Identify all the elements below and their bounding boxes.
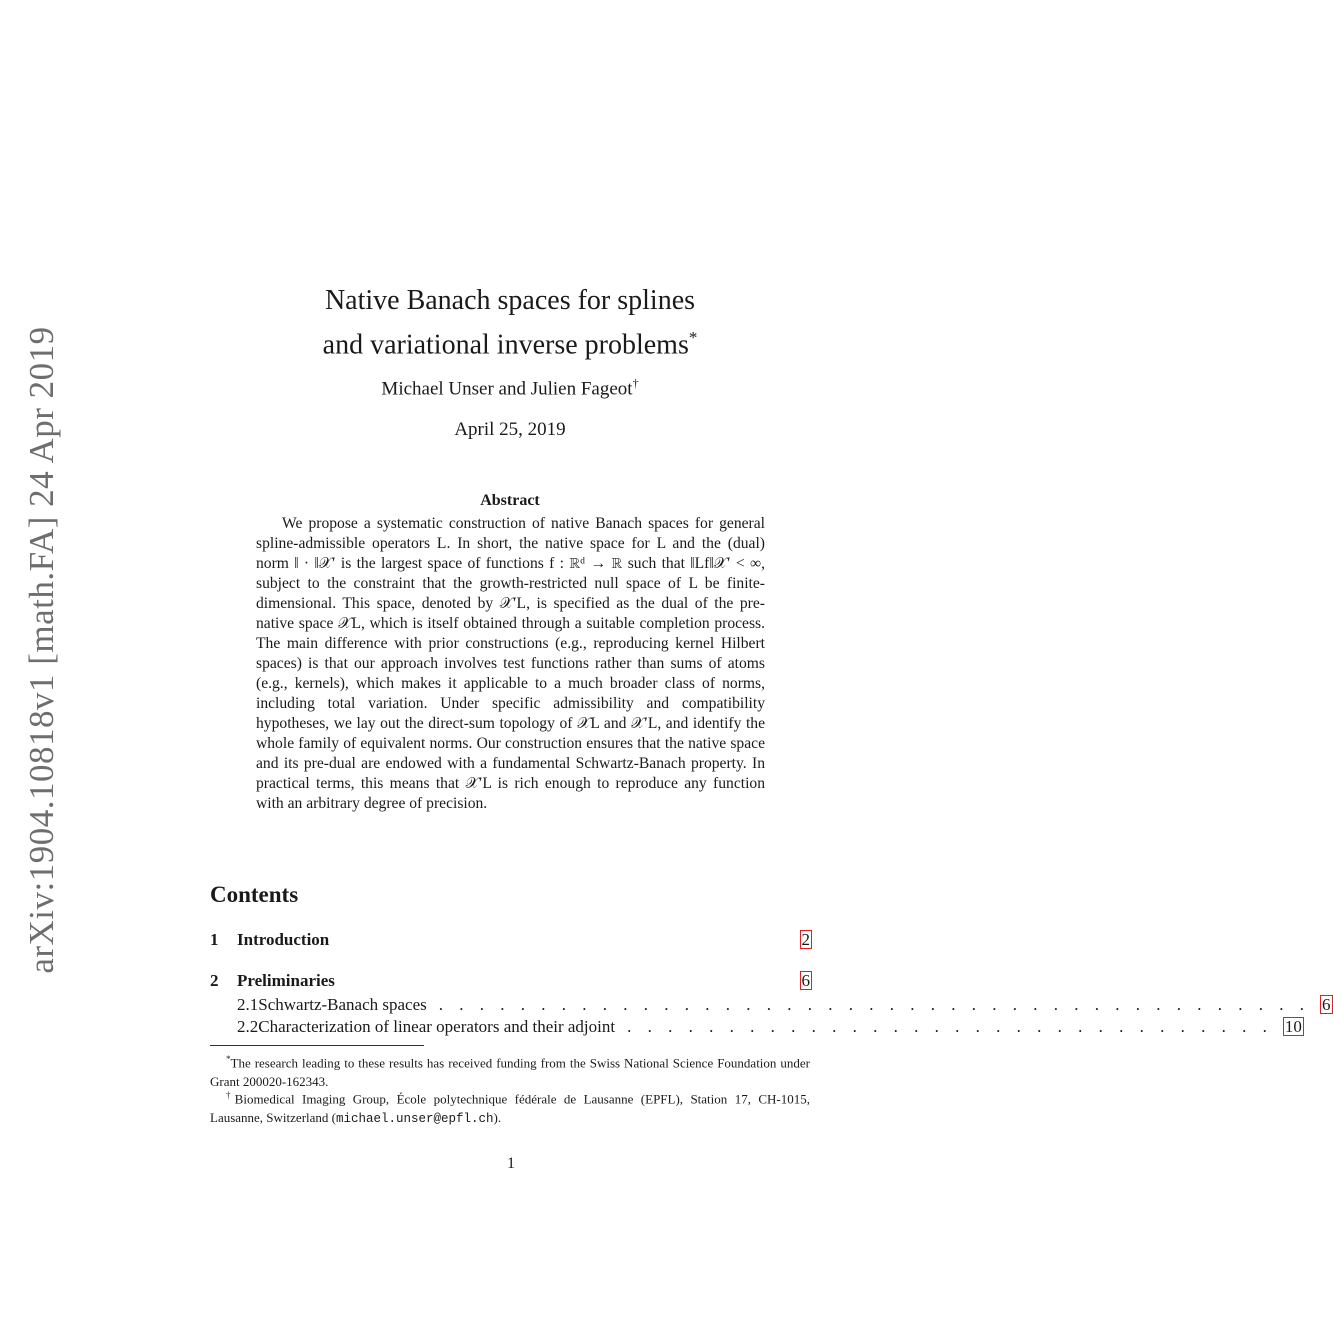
title-line-2-text: and variational inverse problems bbox=[322, 329, 689, 361]
title-footnote-mark: * bbox=[688, 328, 698, 347]
title-line-1: Native Banach spaces for splines bbox=[324, 285, 696, 316]
footnote-affiliation bbox=[210, 1086, 810, 1129]
author-footnote-mark: † bbox=[632, 376, 639, 390]
arxiv-identifier-stamp: arXiv:1904.10818v1 [math.FA] 24 Apr 2019 bbox=[22, 326, 61, 974]
toc-leader-dots: . . . . . . . . . . . . . . . . . . . . . . . . . . . . . . . . bbox=[627, 1017, 1273, 1036]
footnote-mark: * bbox=[226, 1054, 231, 1064]
footnote-rule bbox=[210, 1045, 424, 1046]
footnote-text-end: ). bbox=[493, 1110, 502, 1126]
toc-page-link[interactable]: 2 bbox=[801, 930, 810, 949]
toc-page-link[interactable]: 10 bbox=[1284, 1017, 1302, 1036]
toc-entry-preliminaries[interactable] bbox=[210, 971, 812, 991]
toc-title: Characterization of linear operators and their adjoint bbox=[258, 1017, 616, 1036]
toc-entry-introduction[interactable] bbox=[210, 930, 812, 950]
title-line-2 bbox=[210, 319, 810, 363]
footnote-text: Biomedical Imaging Group, École polytechnique fédérale de Lausanne (EPFL), Station 17, CH-1015, Lausanne, Switzerland ( bbox=[210, 1091, 810, 1126]
paper-title bbox=[210, 282, 810, 363]
toc-title: Schwartz-Banach spaces bbox=[258, 995, 427, 1014]
toc-leader-dots: . . . . . . . . . . . . . . . . . . . . . . . . . . . . . . . . . . . . . . . . . . . bbox=[438, 995, 1311, 1014]
toc-page-link[interactable]: 6 bbox=[1322, 995, 1331, 1014]
toc-number: 2.1 bbox=[237, 995, 259, 1014]
toc-number: 2 bbox=[210, 971, 219, 990]
contents-heading: Contents bbox=[210, 882, 299, 907]
toc-entry-linear-operators[interactable] bbox=[210, 1017, 1302, 1037]
toc-title: Preliminaries bbox=[237, 971, 335, 990]
footnote-text: The research leading to these results has received funding from the Swiss National Science Foundation under Grant 200020-162343. bbox=[210, 1055, 810, 1090]
abstract-heading: Abstract bbox=[480, 492, 540, 509]
author-names: Michael Unser and Julien Fageot bbox=[381, 378, 633, 400]
page-number: 1 bbox=[507, 1155, 515, 1172]
author-email-link[interactable]: michael.unser@epfl.ch bbox=[335, 1112, 494, 1127]
footnote-mark: † bbox=[226, 1090, 235, 1100]
toc-number: 2.2 bbox=[237, 1017, 259, 1036]
authors bbox=[210, 376, 810, 400]
paper-date: April 25, 2019 bbox=[454, 419, 566, 440]
toc-number: 1 bbox=[210, 930, 219, 949]
toc-entry-schwartz-banach[interactable] bbox=[210, 995, 1331, 1015]
toc-title: Introduction bbox=[237, 930, 330, 949]
toc-page-link[interactable]: 6 bbox=[801, 971, 810, 990]
abstract-text: We propose a systematic construction of native Banach spaces for general spline-admissible operators L. In short, the native space for L and the (dual) norm ‖ · ‖𝒳′ is the largest space of functions f : ℝᵈ → ℝ such that ‖Lf‖𝒳′ < ∞, subject to the constraint that the growth-restricted null space of L be finite-dimensional. This space, denoted by 𝒳′L, is specified as the dual of the pre-native space 𝒳L, which is itself obtained through a suitable completion process. The main difference with prior constructions (e.g., reproducing kernel Hilbert spaces) is that our approach involves test functions rather than sums of atoms (e.g., kernels), which makes it applicable to a much broader class of norms, including total variation. Under specific admissibility and compatibility hypotheses, we lay out the direct-sum topology of 𝒳L and 𝒳′L, and identify the whole family of equivalent norms. Our construction ensures that the native space and its pre-dual are endowed with a fundamental Schwartz-Banach property. In practical terms, this means that 𝒳′L is rich enough to reproduce any function with an arbitrary degree of precision. bbox=[256, 515, 765, 812]
